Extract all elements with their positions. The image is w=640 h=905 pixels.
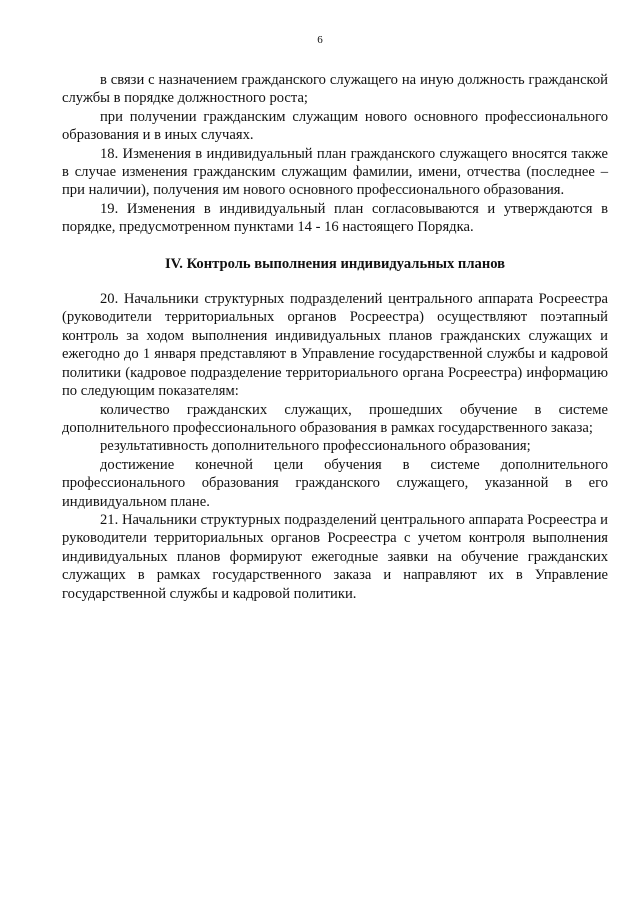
paragraph-item-19: 19. Изменения в индивидуальный план согласовываются и утверждаются в порядке, предусмотренном пунктами 14 - 16 настоящего Порядка. — [62, 200, 608, 236]
document-body — [62, 71, 608, 603]
paragraph-indicator-effectiveness: результативность дополнительного профессионального образования; — [100, 438, 531, 455]
paragraph-indicator-count: количество гражданских служащих, прошедших обучение в системе дополнительного профессионального образования в рамках государственного заказа; — [62, 401, 608, 436]
page-number: 6 — [317, 34, 323, 46]
paragraph-indicator-goal: достижение конечной цели обучения в системе дополнительного профессионального образования гражданского служащего, указанной в его индивидуальном плане. — [62, 456, 608, 510]
paragraph-item-21: 21. Начальники структурных подразделений центрального аппарата Росреестра и руководители территориальных органов Росреестра с учетом контроля выполнения индивидуальных планов формируют ежегодные заявки на обучение гражданских служащих в рамках государственного заказа и направляют их в Управление государственной службы и кадровой политики. — [62, 511, 608, 602]
paragraph-new-education: при получении гражданским служащим нового основного профессионального образования и в иных случаях. — [62, 108, 608, 144]
paragraph-item-18: 18. Изменения в индивидуальный план гражданского служащего вносятся также в случае изменения гражданским служащим фамилии, имени, отчества (последнее – при наличии), получения им нового основного профессионального образования. — [62, 145, 608, 199]
paragraph-item-20: 20. Начальники структурных подразделений центрального аппарата Росреестра (руководители территориальных органов Росреестра) осуществляют поэтапный контроль за ходом выполнения индивидуальных планов гражданских служащих и ежегодно до 1 января представляют в Управление государственной службы и кадровой политики (кадровое подразделение территориального органа Росреестра) информацию по следующим показателям: — [62, 291, 608, 400]
paragraph-position-change: в связи с назначением гражданского служащего на иную должность гражданской службы в порядке должностного роста; — [62, 72, 608, 107]
section-heading: IV. Контроль выполнения индивидуальных планов — [164, 255, 506, 272]
